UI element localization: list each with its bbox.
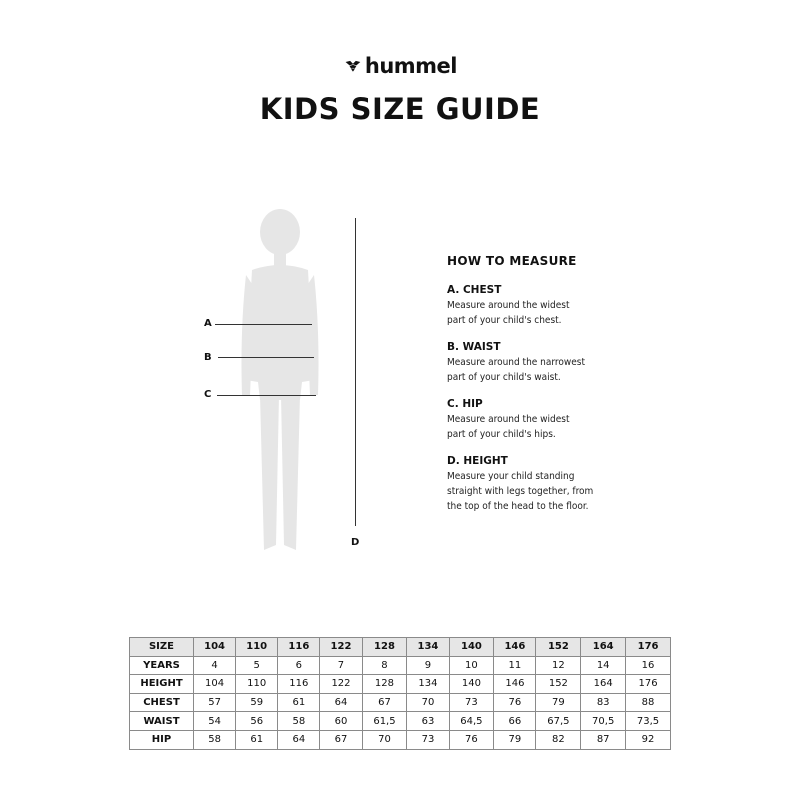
- table-cell: 8: [362, 656, 407, 675]
- measure-chest-title: A. CHEST: [447, 284, 502, 296]
- measure-height-text: Measure your child standing straight with legs together, from the top of the head to the floor.: [447, 471, 594, 512]
- table-cell: 76: [494, 693, 536, 712]
- size-table: [129, 637, 671, 750]
- table-cell: 176: [626, 638, 671, 657]
- table-cell: 6: [278, 656, 320, 675]
- table-cell: 152: [536, 675, 581, 694]
- table-cell: 5: [236, 656, 278, 675]
- size-header-row: [130, 638, 671, 657]
- table-cell: 57: [194, 693, 236, 712]
- measure-waist: [447, 340, 647, 385]
- table-cell: 56: [236, 712, 278, 731]
- table-cell: 59: [236, 693, 278, 712]
- table-cell: 70: [362, 730, 407, 749]
- table-cell: 70,5: [581, 712, 626, 731]
- table-cell: 146: [494, 675, 536, 694]
- table-row: [130, 656, 671, 675]
- table-cell: 79: [494, 730, 536, 749]
- page-title: KIDS SIZE GUIDE: [259, 92, 541, 126]
- label-b: B: [204, 352, 212, 363]
- waist-line: [218, 357, 314, 358]
- table-row: [130, 730, 671, 749]
- row-label: YEARS: [130, 656, 194, 675]
- table-cell: 70: [407, 693, 449, 712]
- table-cell: 4: [194, 656, 236, 675]
- table-cell: 14: [581, 656, 626, 675]
- table-cell: 67,5: [536, 712, 581, 731]
- measure-hip-text: Measure around the widest part of your child's hips.: [447, 414, 570, 440]
- measure-waist-title: B. WAIST: [447, 341, 501, 353]
- bee-icon: [345, 54, 361, 78]
- table-cell: 73: [407, 730, 449, 749]
- table-cell: 10: [449, 656, 494, 675]
- table-cell: 9: [407, 656, 449, 675]
- table-cell: 110: [236, 638, 278, 657]
- table-cell: 60: [320, 712, 362, 731]
- table-cell: 58: [194, 730, 236, 749]
- table-cell: 58: [278, 712, 320, 731]
- table-row: [130, 675, 671, 694]
- table-cell: 67: [362, 693, 407, 712]
- brand-logo: [345, 52, 457, 80]
- table-cell: 128: [362, 638, 407, 657]
- hip-line: [217, 395, 316, 396]
- table-row: [130, 693, 671, 712]
- measure-hip-title: C. HIP: [447, 398, 483, 410]
- table-cell: 134: [407, 638, 449, 657]
- table-cell: 92: [626, 730, 671, 749]
- how-to-measure-heading: HOW TO MEASURE: [447, 254, 577, 268]
- table-cell: 140: [449, 675, 494, 694]
- table-cell: 61: [236, 730, 278, 749]
- table-cell: 7: [320, 656, 362, 675]
- table-cell: 12: [536, 656, 581, 675]
- label-c: C: [204, 389, 212, 400]
- table-cell: 122: [320, 675, 362, 694]
- table-cell: 116: [278, 675, 320, 694]
- label-a: A: [204, 318, 212, 329]
- row-label: SIZE: [130, 638, 194, 657]
- table-cell: 116: [278, 638, 320, 657]
- label-d: D: [351, 537, 360, 548]
- table-cell: 164: [581, 638, 626, 657]
- table-cell: 128: [362, 675, 407, 694]
- measure-chest: [447, 283, 647, 328]
- measure-hip: [447, 397, 647, 442]
- table-cell: 73: [449, 693, 494, 712]
- table-cell: 87: [581, 730, 626, 749]
- table-cell: 11: [494, 656, 536, 675]
- row-label: HIP: [130, 730, 194, 749]
- row-label: WAIST: [130, 712, 194, 731]
- table-cell: 88: [626, 693, 671, 712]
- table-cell: 61: [278, 693, 320, 712]
- table-cell: 82: [536, 730, 581, 749]
- table-cell: 64: [320, 693, 362, 712]
- table-cell: 122: [320, 638, 362, 657]
- table-row: [130, 712, 671, 731]
- table-cell: 66: [494, 712, 536, 731]
- table-cell: 54: [194, 712, 236, 731]
- table-cell: 176: [626, 675, 671, 694]
- table-cell: 64: [278, 730, 320, 749]
- table-cell: 76: [449, 730, 494, 749]
- table-cell: 67: [320, 730, 362, 749]
- table-cell: 134: [407, 675, 449, 694]
- table-cell: 152: [536, 638, 581, 657]
- table-cell: 83: [581, 693, 626, 712]
- measure-height: [447, 454, 647, 514]
- child-figure: [230, 200, 330, 560]
- measure-chest-text: Measure around the widest part of your child's chest.: [447, 300, 570, 326]
- measure-waist-text: Measure around the narrowest part of your child's waist.: [447, 357, 585, 383]
- table-cell: 104: [194, 675, 236, 694]
- row-label: HEIGHT: [130, 675, 194, 694]
- table-cell: 64,5: [449, 712, 494, 731]
- table-cell: 146: [494, 638, 536, 657]
- table-cell: 110: [236, 675, 278, 694]
- table-cell: 61,5: [362, 712, 407, 731]
- table-cell: 79: [536, 693, 581, 712]
- height-line: [355, 218, 356, 526]
- chest-line: [215, 324, 312, 325]
- measure-height-title: D. HEIGHT: [447, 455, 508, 467]
- table-cell: 73,5: [626, 712, 671, 731]
- table-cell: 16: [626, 656, 671, 675]
- row-label: CHEST: [130, 693, 194, 712]
- table-cell: 104: [194, 638, 236, 657]
- table-cell: 164: [581, 675, 626, 694]
- table-cell: 63: [407, 712, 449, 731]
- table-cell: 140: [449, 638, 494, 657]
- how-to-measure: [447, 254, 647, 526]
- brand-wordmark: hummel: [364, 54, 457, 78]
